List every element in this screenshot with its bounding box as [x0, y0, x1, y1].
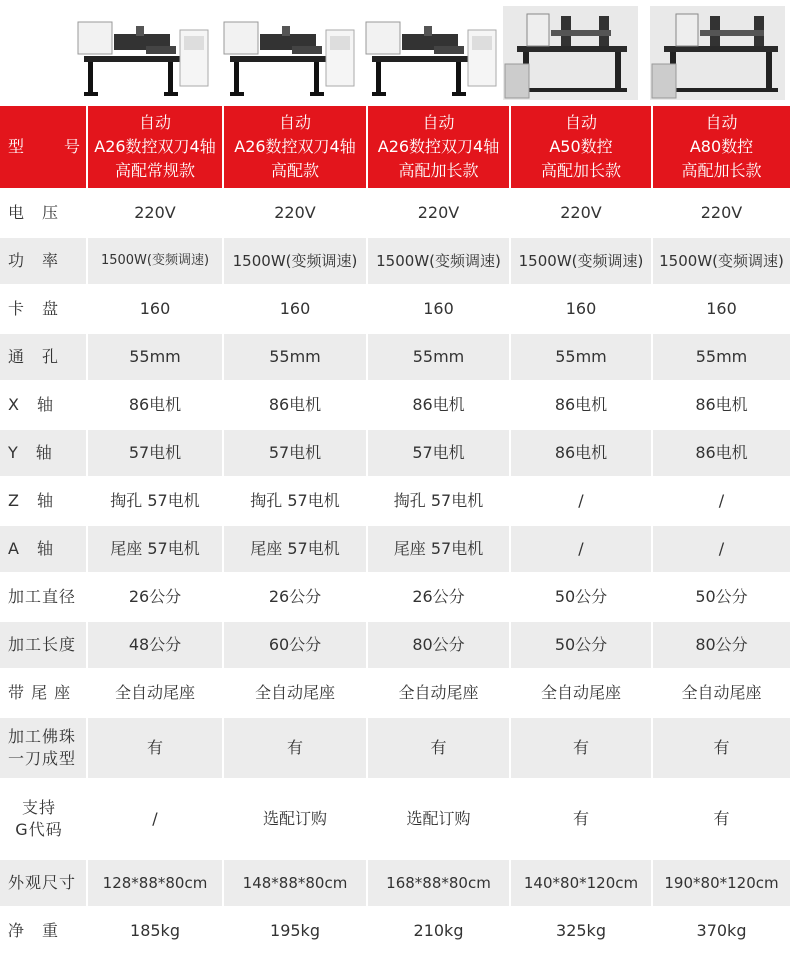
model-line: 高配加长款 — [681, 161, 762, 180]
table-cell: 128*88*80cm — [88, 860, 224, 908]
model-line: 高配加长款 — [398, 161, 479, 180]
table-cell: 选配订购 — [368, 780, 511, 860]
table-cell: / — [653, 478, 790, 526]
row-label: 卡 盘 — [0, 286, 88, 334]
model-line: 高配加长款 — [540, 161, 621, 180]
table-cell: 57电机 — [368, 430, 511, 478]
row-label: 电 压 — [0, 190, 88, 238]
table-header-row — [0, 106, 790, 190]
table-cell: 1500W(变频调速) — [88, 238, 224, 286]
lathe-machine-image — [76, 6, 211, 100]
table-row — [0, 382, 790, 430]
table-cell: 全自动尾座 — [368, 670, 511, 718]
table-cell: 86电机 — [224, 382, 368, 430]
model-line: 自动 — [138, 113, 171, 132]
header-label-cell — [0, 106, 88, 190]
table-cell: 掏孔 57电机 — [88, 478, 224, 526]
table-cell: 86电机 — [511, 430, 653, 478]
table-cell: 掏孔 57电机 — [224, 478, 368, 526]
table-cell: 55mm — [88, 334, 224, 382]
table-cell: 有 — [653, 718, 790, 780]
row-label: 带 尾 座 — [0, 670, 88, 718]
table-row — [0, 670, 790, 718]
table-cell: 1500W(变频调速) — [653, 238, 790, 286]
table-cell: 220V — [224, 190, 368, 238]
table-cell: 有 — [224, 718, 368, 780]
table-cell: 尾座 57电机 — [224, 526, 368, 574]
table-cell: 26公分 — [368, 574, 511, 622]
table-cell: 48公分 — [88, 622, 224, 670]
table-cell: 220V — [653, 190, 790, 238]
table-cell: 80公分 — [368, 622, 511, 670]
table-cell: 50公分 — [511, 574, 653, 622]
table-cell: 220V — [511, 190, 653, 238]
table-cell: 有 — [88, 718, 224, 780]
table-cell: / — [511, 478, 653, 526]
table-cell: 60公分 — [224, 622, 368, 670]
table-cell: 有 — [368, 718, 511, 780]
table-row — [0, 622, 790, 670]
table-cell: 55mm — [653, 334, 790, 382]
lathe-machine-image — [650, 6, 785, 100]
table-row — [0, 718, 790, 780]
row-label: 通 孔 — [0, 334, 88, 382]
header-model-cell — [368, 106, 511, 190]
table-row — [0, 780, 790, 860]
model-line: A26数控双刀4轴 — [234, 137, 356, 156]
header-model-cell — [224, 106, 368, 190]
table-row — [0, 190, 790, 238]
header-model-cell — [653, 106, 790, 190]
header-label-char: 号 — [63, 137, 80, 156]
table-cell: 220V — [88, 190, 224, 238]
table-row — [0, 478, 790, 526]
lathe-machine-image — [222, 6, 357, 100]
table-cell: 86电机 — [88, 382, 224, 430]
table-cell: 370kg — [653, 908, 790, 956]
row-label — [0, 718, 88, 780]
table-cell: 160 — [88, 286, 224, 334]
table-cell: 26公分 — [224, 574, 368, 622]
row-label: X 轴 — [0, 382, 88, 430]
table-cell: 全自动尾座 — [511, 670, 653, 718]
table-cell: 26公分 — [88, 574, 224, 622]
product-images — [0, 0, 790, 106]
row-label: A 轴 — [0, 526, 88, 574]
table-row — [0, 286, 790, 334]
table-cell: 1500W(变频调速) — [224, 238, 368, 286]
table-cell: 掏孔 57电机 — [368, 478, 511, 526]
row-label-line: 一刀成型 — [8, 749, 77, 768]
model-line: 高配款 — [270, 161, 319, 180]
row-label: 加工长度 — [0, 622, 88, 670]
table-cell: 86电机 — [653, 382, 790, 430]
table-cell: 185kg — [88, 908, 224, 956]
table-cell: 有 — [511, 780, 653, 860]
model-line: 自动 — [278, 113, 311, 132]
lathe-machine-image — [364, 6, 499, 100]
table-cell: 55mm — [368, 334, 511, 382]
table-cell: 1500W(变频调速) — [511, 238, 653, 286]
table-cell: 160 — [653, 286, 790, 334]
table-cell: 55mm — [511, 334, 653, 382]
table-cell: 50公分 — [511, 622, 653, 670]
table-cell: 57电机 — [88, 430, 224, 478]
row-label-line: 支持 — [21, 798, 56, 817]
model-line: A26数控双刀4轴 — [94, 137, 216, 156]
table-cell: / — [653, 526, 790, 574]
row-label: 功 率 — [0, 238, 88, 286]
table-cell: 160 — [224, 286, 368, 334]
table-row — [0, 574, 790, 622]
table-row — [0, 334, 790, 382]
table-cell: 86电机 — [368, 382, 511, 430]
table-cell: 全自动尾座 — [88, 670, 224, 718]
row-label: 净 重 — [0, 908, 88, 956]
table-cell: 168*88*80cm — [368, 860, 511, 908]
table-cell: 80公分 — [653, 622, 790, 670]
table-row — [0, 238, 790, 286]
table-cell: / — [511, 526, 653, 574]
table-row — [0, 526, 790, 574]
row-label-line: 加工佛珠 — [8, 727, 77, 746]
table-cell: 210kg — [368, 908, 511, 956]
model-line: A80数控 — [689, 137, 754, 156]
table-cell: 148*88*80cm — [224, 860, 368, 908]
header-model-cell — [511, 106, 653, 190]
lathe-machine-image — [503, 6, 638, 100]
row-label: 外观尺寸 — [0, 860, 88, 908]
model-line: 自动 — [564, 113, 597, 132]
header-model-cell — [88, 106, 224, 190]
table-row — [0, 860, 790, 908]
table-cell: 160 — [511, 286, 653, 334]
table-cell: 190*80*120cm — [653, 860, 790, 908]
table-cell: 220V — [368, 190, 511, 238]
table-cell: 1500W(变频调速) — [368, 238, 511, 286]
table-cell: 尾座 57电机 — [88, 526, 224, 574]
table-row — [0, 908, 790, 956]
model-line: A26数控双刀4轴 — [377, 137, 500, 156]
table-row — [0, 430, 790, 478]
table-cell: 有 — [511, 718, 653, 780]
spec-table — [0, 106, 790, 956]
table-cell: 尾座 57电机 — [368, 526, 511, 574]
table-cell: 选配订购 — [224, 780, 368, 860]
table-cell: 160 — [368, 286, 511, 334]
model-line: 自动 — [422, 113, 455, 132]
model-line: 自动 — [705, 113, 738, 132]
table-cell: 140*80*120cm — [511, 860, 653, 908]
table-cell: 86电机 — [511, 382, 653, 430]
row-label: Z 轴 — [0, 478, 88, 526]
table-cell: 全自动尾座 — [653, 670, 790, 718]
header-label-char: 型 — [8, 137, 25, 156]
table-cell: 325kg — [511, 908, 653, 956]
model-line: A50数控 — [549, 137, 613, 156]
table-cell: 195kg — [224, 908, 368, 956]
table-cell: 50公分 — [653, 574, 790, 622]
row-label-line: G代码 — [15, 820, 63, 839]
table-cell: / — [88, 780, 224, 860]
table-cell: 全自动尾座 — [224, 670, 368, 718]
table-cell: 55mm — [224, 334, 368, 382]
model-line: 高配常规款 — [114, 161, 195, 180]
table-cell: 有 — [653, 780, 790, 860]
row-label: 加工直径 — [0, 574, 88, 622]
table-cell: 86电机 — [653, 430, 790, 478]
row-label: Y 轴 — [0, 430, 88, 478]
row-label — [0, 780, 88, 860]
table-cell: 57电机 — [224, 430, 368, 478]
